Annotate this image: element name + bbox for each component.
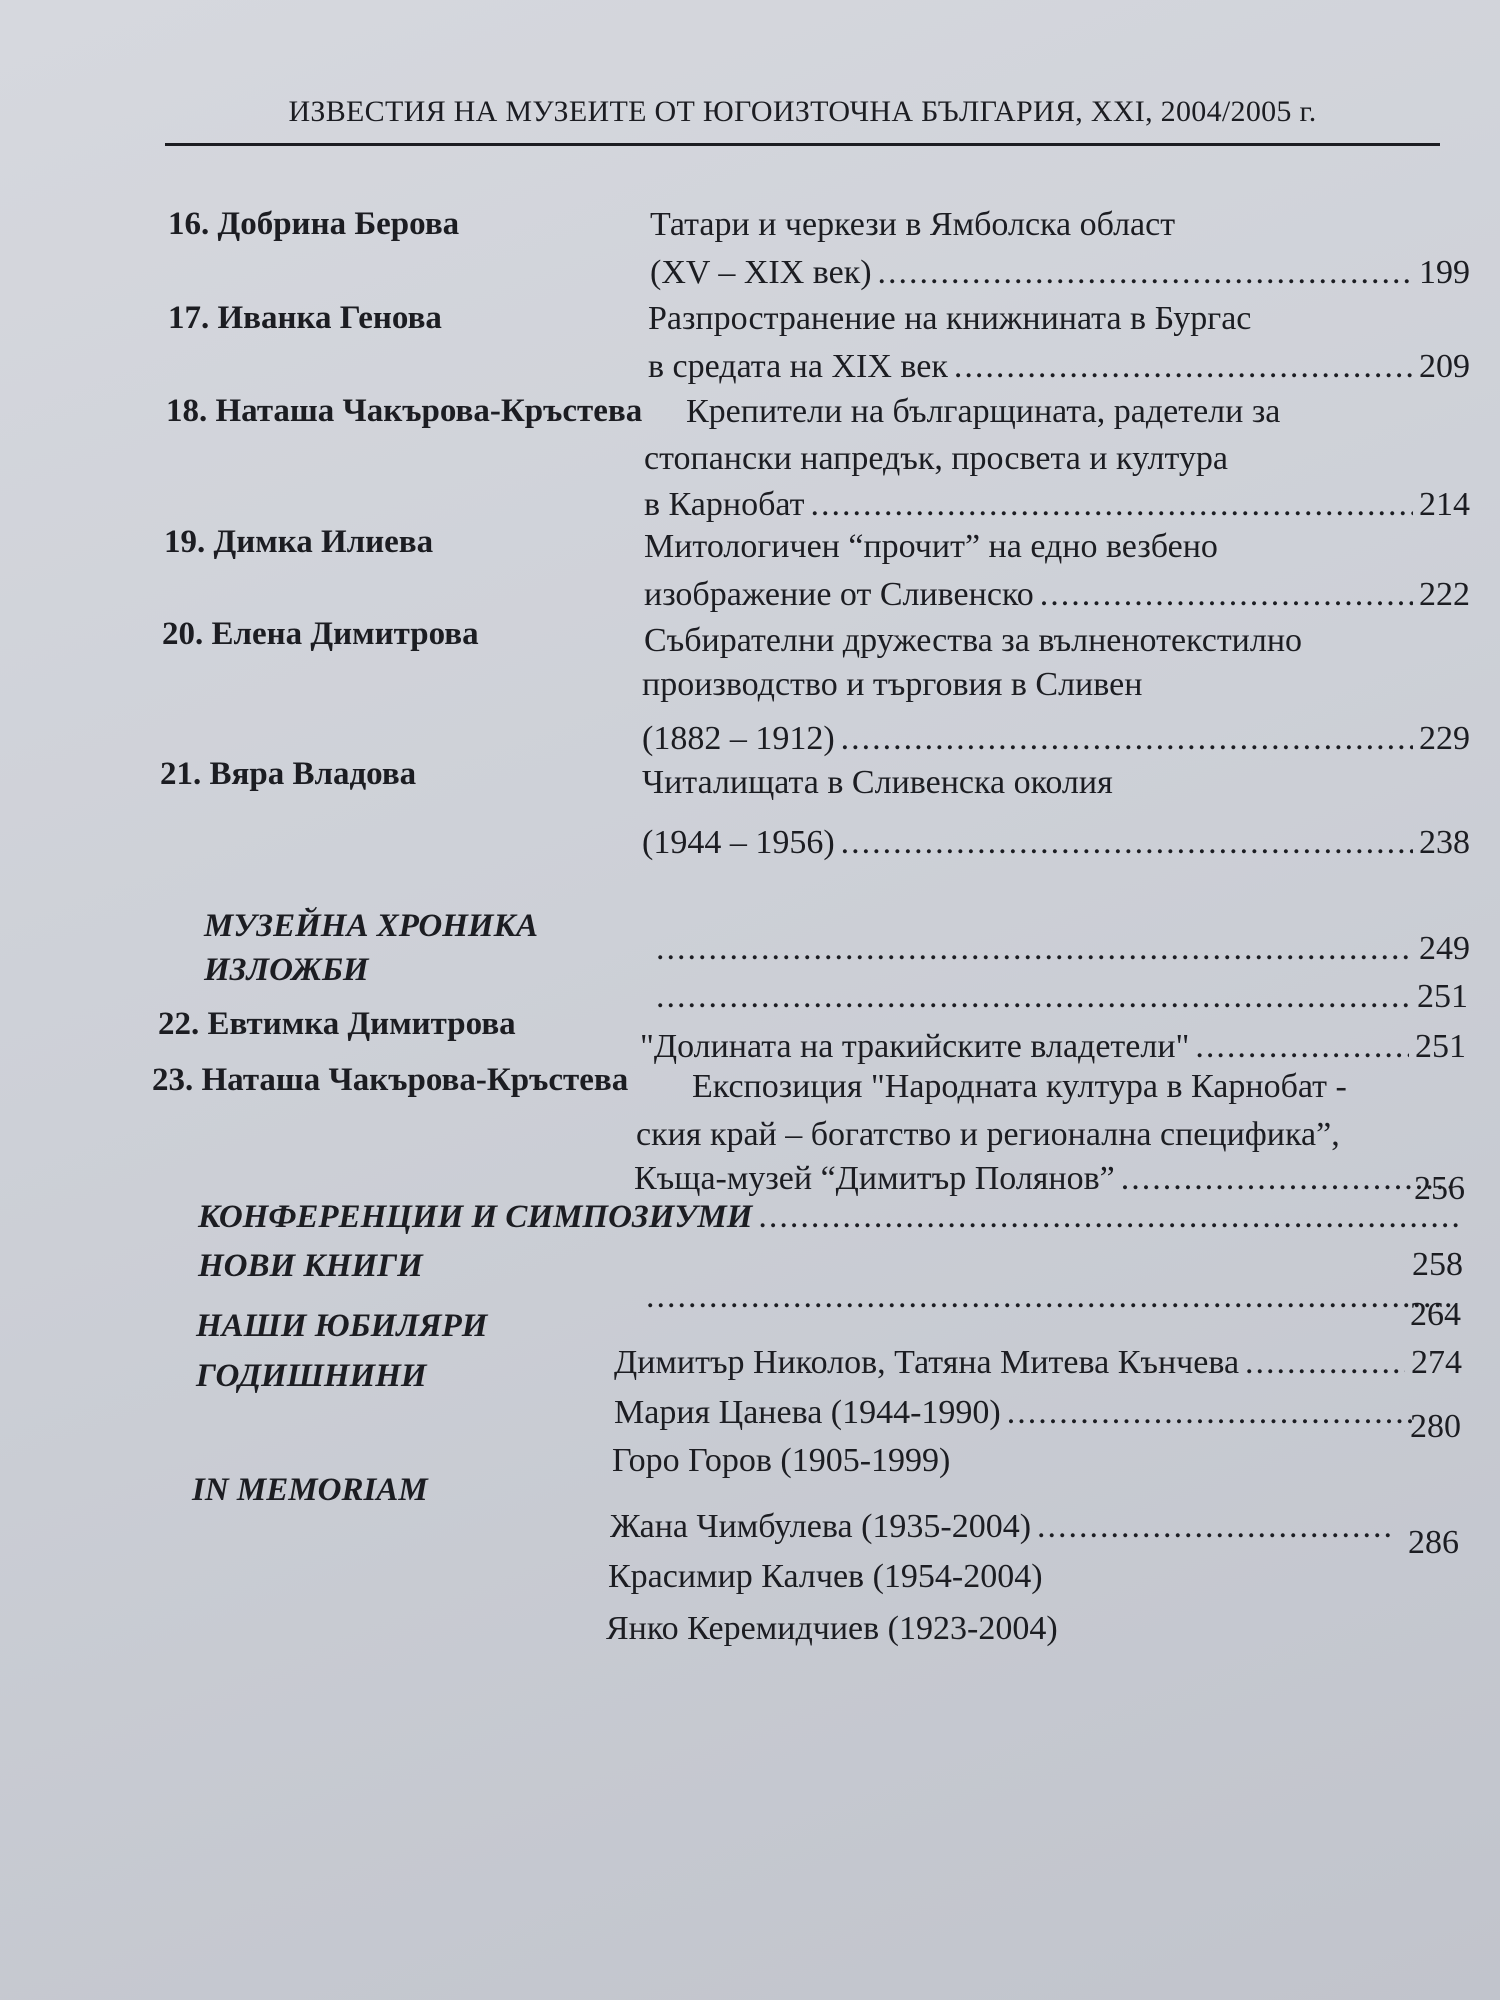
toc-dotted-row — [610, 1510, 1400, 1544]
page-number: 214 — [1419, 486, 1470, 523]
dot-leader — [1007, 1396, 1416, 1430]
jubilee-name: Горо Горов (1905-1999) — [612, 1442, 951, 1479]
entry-title-line: изображение от Сливенско — [644, 576, 1034, 613]
entry-title-line: Митологичен “прочит” на едно везбено — [644, 528, 1218, 565]
entry-title-line: Крепители на българщината, радетели за — [686, 393, 1281, 430]
entry-title-line: "Долината на тракийските владетели" — [640, 1028, 1190, 1065]
entry-title-line: (XV – XIX век) — [650, 254, 872, 291]
entry-author: 23. Наташа Чакърова-Кръстева — [152, 1062, 629, 1098]
section-heading-anniversaries: ГОДИШНИНИ — [196, 1358, 427, 1394]
entry-author: 20. Елена Димитрова — [162, 616, 479, 652]
dot-leader — [810, 488, 1413, 522]
jubilee-name: Мария Цанева (1944-1990) — [614, 1394, 1001, 1431]
toc-dotted-row — [644, 488, 1470, 522]
entry-title-line: в Карнобат — [644, 486, 805, 523]
entry-author: 18. Наташа Чакърова-Кръстева — [166, 393, 643, 429]
dot-leader — [656, 980, 1411, 1014]
running-header: ИЗВЕСТИЯ НА МУЗЕИТЕ ОТ ЮГОИЗТОЧНА БЪЛГАРИЯ, XXI, 2004/2005 г. — [288, 95, 1317, 128]
section-heading-in-memoriam: IN MEMORIAM — [192, 1472, 428, 1508]
section-heading-exhibitions: ИЗЛОЖБИ — [204, 952, 369, 988]
toc-dotted-row — [644, 578, 1470, 612]
entry-author: 21. Вяра Владова — [160, 756, 417, 792]
page-number: 258 — [1412, 1246, 1463, 1283]
section-heading-jubilees: НАШИ ЮБИЛЯРИ — [196, 1308, 488, 1344]
toc-dotted-row — [614, 1346, 1462, 1380]
entry-title-line: Експозиция "Народната култура в Карнобат - — [692, 1068, 1347, 1105]
page-number: 209 — [1419, 348, 1470, 385]
dot-leader — [1195, 1030, 1409, 1064]
section-heading-new-books: НОВИ КНИГИ — [198, 1248, 423, 1284]
entry-title-line: Къща-музей “Димитър Полянов” — [634, 1160, 1115, 1197]
page-number: 251 — [1417, 978, 1468, 1015]
dot-leader — [758, 1200, 1460, 1234]
page-number: 286 — [1408, 1524, 1459, 1561]
jubilee-name: Димитър Николов, Татяна Митева Кънчева — [614, 1344, 1240, 1381]
entry-title-line: ския край – богатство и регионална специфика”, — [636, 1116, 1340, 1153]
entry-title-line: в средата на XIX век — [648, 348, 948, 385]
entry-author: 17. Иванка Генова — [168, 300, 442, 336]
toc-dotted-row — [614, 1396, 1422, 1430]
memoriam-name: Красимир Калчев (1954-2004) — [608, 1558, 1043, 1595]
dot-leader — [954, 350, 1413, 384]
page-number: 249 — [1419, 930, 1470, 967]
entry-title-line: Читалищата в Сливенска околия — [642, 764, 1113, 801]
dot-leader — [1121, 1162, 1458, 1196]
entry-title-line: Разпространение на книжнината в Бургас — [648, 300, 1252, 337]
page-number: 238 — [1419, 824, 1470, 861]
dot-leader — [841, 826, 1413, 860]
entry-title-line: Събирателни дружества за вълненотекстилно — [644, 622, 1303, 659]
entry-author: 22. Евтимка Димитрова — [158, 1006, 516, 1042]
toc-dotted-row — [650, 980, 1468, 1014]
toc-dotted-row — [198, 1200, 1466, 1234]
dot-leader — [841, 722, 1413, 756]
memoriam-name: Янко Керемидчиев (1923-2004) — [606, 1610, 1058, 1647]
entry-author: 19. Димка Илиева — [164, 524, 434, 560]
toc-dotted-row — [640, 1030, 1466, 1064]
toc-dotted-row — [650, 932, 1470, 966]
memoriam-name: Жана Чимбулева (1935-2004) — [610, 1508, 1032, 1545]
dot-leader — [878, 256, 1413, 290]
page-number: 256 — [1414, 1170, 1465, 1207]
entry-title-line: стопански напредък, просвета и култура — [644, 440, 1229, 477]
entry-title-line: производство и търговия в Сливен — [642, 666, 1143, 703]
page-number: 229 — [1419, 720, 1470, 757]
toc-dotted-row — [642, 722, 1470, 756]
page-number: 274 — [1411, 1344, 1462, 1381]
entry-title-line: (1944 – 1956) — [642, 824, 835, 861]
entry-title-line: Татари и черкези в Ямболска област — [650, 206, 1176, 243]
page-number: 280 — [1410, 1408, 1461, 1445]
page-number: 222 — [1419, 576, 1470, 613]
toc-dotted-row — [642, 826, 1470, 860]
page-number: 199 — [1419, 254, 1470, 291]
header-rule — [165, 143, 1440, 146]
section-heading-conferences: КОНФЕРЕНЦИИ И СИМПОЗИУМИ — [198, 1199, 753, 1235]
dot-leader — [1040, 578, 1413, 612]
toc-dotted-row — [640, 1280, 1460, 1314]
toc-dotted-row — [650, 256, 1470, 290]
dot-leader — [656, 932, 1413, 966]
dot-leader — [646, 1280, 1454, 1314]
entry-author: 16. Добрина Берова — [168, 206, 460, 242]
toc-dotted-row — [648, 350, 1470, 384]
toc-dotted-row — [634, 1162, 1464, 1196]
entry-title-line: (1882 – 1912) — [642, 720, 835, 757]
dot-leader — [1037, 1510, 1394, 1544]
page-number: 251 — [1415, 1028, 1466, 1065]
page-number: 264 — [1410, 1296, 1461, 1333]
section-heading-chronicle: МУЗЕЙНА ХРОНИКА — [204, 908, 538, 944]
dot-leader — [1245, 1346, 1405, 1380]
